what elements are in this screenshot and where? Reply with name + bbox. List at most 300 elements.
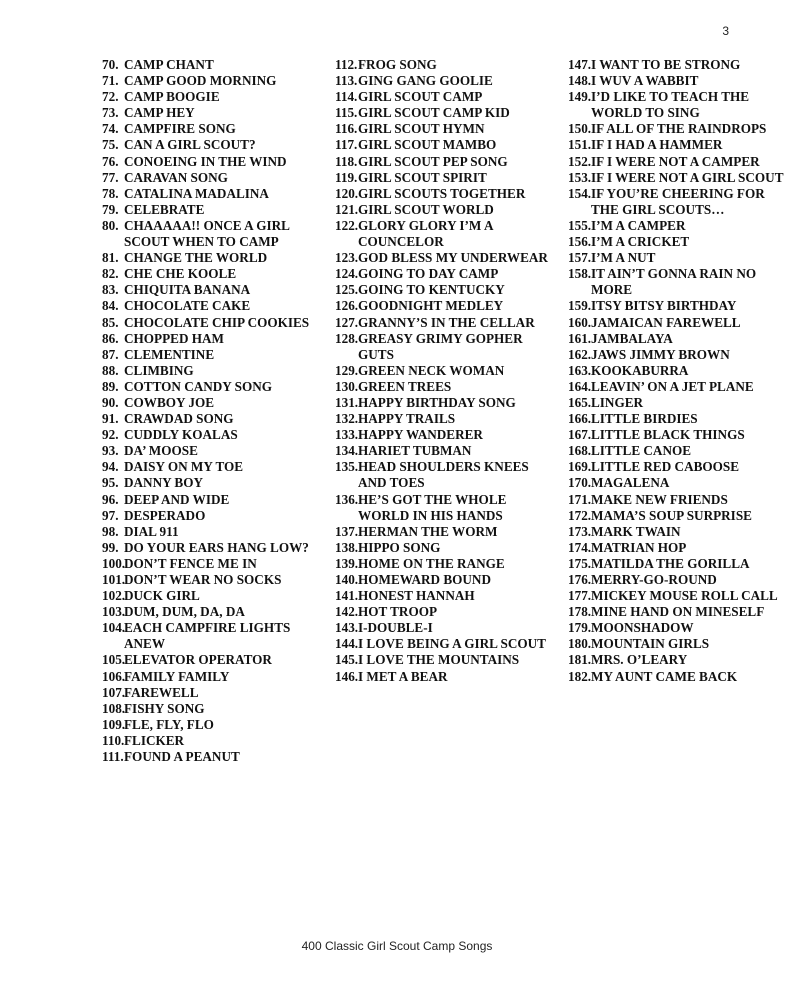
- song-title: LITTLE BLACK THINGS: [591, 427, 745, 443]
- song-title: CHAAAAA!! ONCE A GIRL SCOUT WHEN TO CAMP: [124, 217, 290, 250]
- song-number: 175.: [568, 555, 592, 571]
- song-title: DIAL 911: [124, 523, 179, 539]
- song-title: CAN A GIRL SCOUT?: [124, 137, 256, 153]
- song-item: [102, 57, 322, 73]
- song-number: 106.: [102, 668, 126, 684]
- song-item: [335, 669, 555, 685]
- song-item: [102, 395, 322, 411]
- song-number: 156.: [568, 234, 592, 250]
- song-number: 157.: [568, 250, 592, 266]
- song-item: [102, 685, 322, 701]
- song-number: 128.: [335, 330, 359, 346]
- song-item: [102, 298, 322, 314]
- song-title: DEEP AND WIDE: [124, 491, 230, 507]
- song-number: 82.: [102, 266, 119, 282]
- song-item: [335, 89, 555, 105]
- song-title: I’M A CAMPER: [591, 217, 686, 233]
- song-item: [102, 701, 322, 717]
- song-number: 94.: [102, 459, 119, 475]
- song-item: [102, 73, 322, 89]
- song-item: [335, 170, 555, 186]
- song-item: [568, 218, 788, 234]
- song-item: [568, 492, 788, 508]
- song-number: 145.: [335, 652, 359, 668]
- song-number: 70.: [102, 57, 119, 72]
- song-number: 169.: [568, 459, 592, 475]
- song-number: 74.: [102, 121, 119, 137]
- song-number: 179.: [568, 620, 592, 636]
- song-title: DON’T FENCE ME IN: [124, 555, 257, 571]
- song-item: [102, 315, 322, 331]
- song-title: CAMP CHANT: [124, 57, 214, 72]
- song-item: [102, 604, 322, 620]
- song-item: [335, 57, 555, 73]
- song-title: GIRL SCOUT CAMP KID: [358, 105, 510, 121]
- song-number: 173.: [568, 523, 592, 539]
- song-item: [335, 379, 555, 395]
- song-item: [335, 636, 555, 652]
- song-title: FOUND A PEANUT: [124, 749, 240, 765]
- song-item: [568, 347, 788, 363]
- song-item: [335, 540, 555, 556]
- song-title: CARAVAN SONG: [124, 169, 228, 185]
- song-item: [102, 749, 322, 765]
- song-title: CAMP BOOGIE: [124, 89, 220, 105]
- song-title: GOING TO KENTUCKY: [358, 282, 505, 298]
- song-item: [568, 170, 788, 186]
- song-number: 89.: [102, 378, 119, 394]
- song-item: [102, 588, 322, 604]
- song-item: [335, 620, 555, 636]
- song-item: [568, 443, 788, 459]
- song-number: 76.: [102, 153, 119, 169]
- page-number: 3: [722, 24, 729, 38]
- song-title: GING GANG GOOLIE: [358, 73, 493, 89]
- song-number: 135.: [335, 459, 359, 475]
- song-title: FLICKER: [124, 732, 185, 748]
- song-title: MOUNTAIN GIRLS: [591, 636, 710, 652]
- song-item: [335, 121, 555, 137]
- song-item: [335, 459, 555, 491]
- song-number: 110.: [102, 732, 125, 748]
- song-title: GIRL SCOUT WORLD: [358, 201, 494, 217]
- song-item: [568, 604, 788, 620]
- song-title: HARIET TUBMAN: [358, 443, 472, 459]
- song-number: 73.: [102, 105, 119, 121]
- song-number: 87.: [102, 346, 119, 362]
- song-title: DUCK GIRL: [124, 588, 200, 604]
- song-item: [102, 105, 322, 121]
- song-number: 144.: [335, 636, 359, 652]
- song-item: [102, 540, 322, 556]
- song-item: [335, 73, 555, 89]
- song-title: GIRL SCOUT PEP SONG: [358, 153, 508, 169]
- song-item: [102, 250, 322, 266]
- song-item: [568, 508, 788, 524]
- song-number: 134.: [335, 443, 359, 459]
- song-title: EACH CAMPFIRE LIGHTS ANEW: [124, 620, 291, 652]
- song-title: LITTLE BIRDIES: [591, 411, 698, 427]
- song-title: GOODNIGHT MEDLEY: [358, 298, 504, 314]
- song-item: [102, 492, 322, 508]
- song-number: 90.: [102, 394, 119, 410]
- song-title: CHE CHE KOOLE: [124, 266, 237, 282]
- song-title: HERMAN THE WORM: [358, 523, 498, 539]
- song-item: [335, 363, 555, 379]
- song-title: DESPERADO: [124, 507, 206, 523]
- song-number: 98.: [102, 523, 119, 539]
- song-title: FISHY SONG: [124, 700, 205, 716]
- song-title: MATILDA THE GORILLA: [591, 555, 750, 571]
- song-column-3: [568, 57, 788, 685]
- song-number: 93.: [102, 443, 119, 459]
- song-item: [102, 170, 322, 186]
- song-item: [568, 556, 788, 572]
- song-number: 148.: [568, 73, 592, 89]
- song-number: 107.: [102, 684, 126, 700]
- song-item: [568, 379, 788, 395]
- song-title: FLE, FLY, FLO: [124, 716, 214, 732]
- song-number: 79.: [102, 201, 119, 217]
- song-number: 168.: [568, 443, 592, 459]
- song-item: [335, 588, 555, 604]
- song-number: 126.: [335, 298, 359, 314]
- song-title: HE’S GOT THE WHOLE WORLD IN HIS HANDS: [358, 491, 507, 523]
- song-title: HAPPY WANDERER: [358, 427, 483, 443]
- song-item: [102, 717, 322, 733]
- song-item: [102, 121, 322, 137]
- song-item: [568, 234, 788, 250]
- song-number: 139.: [335, 555, 359, 571]
- song-title: HONEST HANNAH: [358, 588, 475, 604]
- song-number: 133.: [335, 427, 359, 443]
- song-column-2: [335, 57, 555, 685]
- song-title: GREEN NECK WOMAN: [358, 362, 505, 378]
- song-number: 71.: [102, 73, 119, 89]
- song-number: 140.: [335, 572, 359, 587]
- song-title: GIRL SCOUT SPIRIT: [358, 169, 487, 185]
- song-number: 104.: [102, 620, 126, 636]
- song-number: 167.: [568, 427, 592, 443]
- song-title: MERRY-GO-ROUND: [591, 572, 717, 587]
- song-title: IF ALL OF THE RAINDROPS: [591, 121, 767, 137]
- song-title: CHIQUITA BANANA: [124, 282, 251, 298]
- song-number: 151.: [568, 137, 592, 153]
- song-title: HAPPY TRAILS: [358, 411, 456, 427]
- song-number: 92.: [102, 427, 119, 443]
- song-item: [335, 186, 555, 202]
- song-title: I’M A NUT: [591, 250, 656, 266]
- song-item: [335, 137, 555, 153]
- song-title: MAGALENA: [591, 475, 670, 491]
- song-item: [568, 588, 788, 604]
- song-item: [335, 604, 555, 620]
- song-item: [568, 620, 788, 636]
- song-title: GIRL SCOUT HYMN: [358, 121, 485, 137]
- song-title: CONOEING IN THE WIND: [124, 153, 287, 169]
- song-item: [102, 411, 322, 427]
- song-item: [102, 572, 322, 588]
- song-number: 141.: [335, 588, 359, 604]
- song-item: [102, 508, 322, 524]
- song-title: MATRIAN HOP: [591, 539, 687, 555]
- song-item: [568, 73, 788, 89]
- song-title: CATALINA MADALINA: [124, 185, 269, 201]
- song-title: LITTLE CANOE: [591, 443, 692, 459]
- song-item: [102, 427, 322, 443]
- song-title: CLEMENTINE: [124, 346, 215, 362]
- song-item: [568, 395, 788, 411]
- song-title: DAISY ON MY TOE: [124, 459, 244, 475]
- song-item: [335, 652, 555, 668]
- song-number: 130.: [335, 378, 359, 394]
- song-number: 165.: [568, 394, 592, 410]
- song-title: COTTON CANDY SONG: [124, 378, 273, 394]
- song-number: 150.: [568, 121, 592, 137]
- song-item: [568, 524, 788, 540]
- song-item: [335, 250, 555, 266]
- song-title: CAMP GOOD MORNING: [124, 73, 277, 89]
- song-item: [102, 379, 322, 395]
- song-item: [568, 154, 788, 170]
- song-title: I LOVE BEING A GIRL SCOUT: [358, 636, 546, 652]
- song-item: [568, 121, 788, 137]
- song-title: KOOKABURRA: [591, 362, 689, 378]
- song-number: 123.: [335, 250, 359, 266]
- song-number: 127.: [335, 314, 359, 330]
- song-number: 95.: [102, 475, 119, 491]
- song-item: [568, 57, 788, 73]
- song-number: 124.: [335, 266, 359, 282]
- song-title: HIPPO SONG: [358, 539, 441, 555]
- song-title: IF I HAD A HAMMER: [591, 137, 723, 153]
- song-title: CAMPFIRE SONG: [124, 121, 236, 137]
- song-title: LINGER: [591, 394, 644, 410]
- song-title: MY AUNT CAME BACK: [591, 668, 738, 684]
- song-item: [568, 363, 788, 379]
- song-item: [568, 636, 788, 652]
- song-title: GIRL SCOUTS TOGETHER: [358, 185, 526, 201]
- song-item: [568, 475, 788, 491]
- song-number: 86.: [102, 330, 119, 346]
- song-number: 138.: [335, 539, 359, 555]
- song-number: 122.: [335, 217, 359, 233]
- song-item: [568, 250, 788, 266]
- song-title: CHOPPED HAM: [124, 330, 224, 346]
- song-title: IF I WERE NOT A GIRL SCOUT: [591, 169, 784, 185]
- song-title: LITTLE RED CABOOSE: [591, 459, 740, 475]
- song-item: [102, 733, 322, 749]
- song-item: [102, 186, 322, 202]
- song-number: 149.: [568, 89, 592, 105]
- song-item: [335, 524, 555, 540]
- song-number: 143.: [335, 620, 359, 636]
- song-number: 174.: [568, 539, 592, 555]
- song-number: 177.: [568, 588, 592, 604]
- song-number: 78.: [102, 185, 119, 201]
- song-title: ELEVATOR OPERATOR: [124, 652, 272, 668]
- song-number: 85.: [102, 314, 119, 330]
- song-title: CAMP HEY: [124, 105, 195, 121]
- song-title: JAMAICAN FAREWELL: [591, 314, 741, 330]
- song-item: [335, 105, 555, 121]
- song-number: 176.: [568, 572, 592, 587]
- song-number: 155.: [568, 217, 592, 233]
- song-item: [102, 524, 322, 540]
- song-number: 119.: [335, 169, 358, 185]
- song-title: CHOCOLATE CHIP COOKIES: [124, 314, 310, 330]
- song-item: [335, 202, 555, 218]
- song-item: [102, 363, 322, 379]
- song-title: GIRL SCOUT CAMP: [358, 89, 483, 105]
- song-number: 100.: [102, 555, 126, 571]
- song-title: I’D LIKE TO TEACH THE WORLD TO SING: [591, 89, 750, 121]
- song-title: GRANNY’S IN THE CELLAR: [358, 314, 535, 330]
- song-title: I WUV A WABBIT: [591, 73, 699, 89]
- song-number: 83.: [102, 282, 119, 298]
- song-title: CHANGE THE WORLD: [124, 250, 268, 266]
- song-title: FAMILY FAMILY: [124, 668, 230, 684]
- song-number: 178.: [568, 604, 592, 620]
- song-title: MOONSHADOW: [591, 620, 694, 636]
- song-title: FAREWELL: [124, 684, 199, 700]
- song-item: [568, 298, 788, 314]
- song-item: [102, 669, 322, 685]
- song-title: I MET A BEAR: [358, 668, 448, 684]
- song-title: DO YOUR EARS HANG LOW?: [124, 539, 309, 555]
- song-title: I WANT TO BE STRONG: [591, 57, 741, 72]
- song-number: 96.: [102, 491, 119, 507]
- song-item: [568, 137, 788, 153]
- song-number: 91.: [102, 411, 119, 427]
- song-number: 97.: [102, 507, 119, 523]
- song-number: 181.: [568, 652, 592, 668]
- song-number: 180.: [568, 636, 592, 652]
- song-number: 84.: [102, 298, 119, 314]
- song-item: [568, 459, 788, 475]
- song-title: GIRL SCOUT MAMBO: [358, 137, 497, 153]
- song-title: JAMBALAYA: [591, 330, 673, 346]
- song-item: [102, 443, 322, 459]
- song-item: [102, 331, 322, 347]
- song-item: [102, 620, 322, 652]
- song-number: 101.: [102, 572, 126, 587]
- song-number: 182.: [568, 668, 592, 684]
- song-number: 131.: [335, 394, 359, 410]
- song-number: 161.: [568, 330, 592, 346]
- song-item: [102, 89, 322, 105]
- song-number: 81.: [102, 250, 119, 266]
- song-item: [568, 669, 788, 685]
- song-number: 166.: [568, 411, 592, 427]
- song-title: MICKEY MOUSE ROLL CALL: [591, 588, 778, 604]
- song-column-1: [102, 57, 322, 765]
- song-number: 115.: [335, 105, 358, 121]
- song-item: [335, 331, 555, 363]
- song-number: 109.: [102, 716, 126, 732]
- song-item: [568, 315, 788, 331]
- song-item: [335, 572, 555, 588]
- song-number: 136.: [335, 491, 359, 507]
- song-title: IF YOU’RE CHEERING FOR THE GIRL SCOUTS…: [591, 185, 765, 217]
- song-item: [102, 202, 322, 218]
- song-item: [568, 411, 788, 427]
- song-number: 129.: [335, 362, 359, 378]
- song-number: 172.: [568, 507, 592, 523]
- song-item: [335, 154, 555, 170]
- song-item: [568, 89, 788, 121]
- song-number: 171.: [568, 491, 592, 507]
- song-number: 114.: [335, 89, 358, 105]
- song-title: CRAWDAD SONG: [124, 411, 234, 427]
- song-number: 117.: [335, 137, 358, 153]
- song-item: [335, 556, 555, 572]
- song-title: JAWS JIMMY BROWN: [591, 346, 730, 362]
- song-number: 105.: [102, 652, 126, 668]
- song-item: [568, 427, 788, 443]
- footer-title: 400 Classic Girl Scout Camp Songs: [301, 939, 493, 953]
- song-item: [335, 218, 555, 250]
- song-number: 111.: [102, 749, 124, 765]
- song-item: [335, 492, 555, 524]
- song-title: LEAVIN’ ON A JET PLANE: [591, 378, 754, 394]
- song-title: MAMA’S SOUP SURPRISE: [591, 507, 752, 523]
- song-number: 158.: [568, 266, 592, 282]
- song-item: [102, 218, 322, 250]
- song-number: 80.: [102, 217, 119, 233]
- song-title: MAKE NEW FRIENDS: [591, 491, 728, 507]
- song-title: ITSY BITSY BIRTHDAY: [591, 298, 737, 314]
- song-item: [335, 282, 555, 298]
- song-title: DON’T WEAR NO SOCKS: [124, 572, 282, 587]
- song-number: 170.: [568, 475, 592, 491]
- song-item: [102, 556, 322, 572]
- song-title: DA’ MOOSE: [124, 443, 198, 459]
- song-number: 113.: [335, 73, 358, 89]
- song-number: 125.: [335, 282, 359, 298]
- song-item: [102, 282, 322, 298]
- song-item: [102, 652, 322, 668]
- song-title: HEAD SHOULDERS KNEES AND TOES: [358, 459, 529, 491]
- song-title: I-DOUBLE-I: [358, 620, 433, 636]
- song-title: I’M A CRICKET: [591, 234, 690, 250]
- song-number: 112.: [335, 57, 358, 72]
- song-title: MINE HAND ON MINESELF: [591, 604, 765, 620]
- song-item: [335, 266, 555, 282]
- song-title: MARK TWAIN: [591, 523, 681, 539]
- song-item: [335, 427, 555, 443]
- song-number: 102.: [102, 588, 126, 604]
- song-title: DANNY BOY: [124, 475, 204, 491]
- song-number: 116.: [335, 121, 358, 137]
- song-item: [568, 540, 788, 556]
- song-number: 132.: [335, 411, 359, 427]
- song-number: 152.: [568, 153, 592, 169]
- song-number: 137.: [335, 523, 359, 539]
- song-title: IT AIN’T GONNA RAIN NO MORE: [591, 266, 757, 298]
- song-item: [102, 266, 322, 282]
- song-number: 154.: [568, 185, 592, 201]
- song-title: CLIMBING: [124, 362, 194, 378]
- song-item: [102, 459, 322, 475]
- song-title: DUM, DUM, DA, DA: [124, 604, 245, 620]
- song-number: 159.: [568, 298, 592, 314]
- song-title: HAPPY BIRTHDAY SONG: [358, 394, 516, 410]
- song-title: GREEN TREES: [358, 378, 452, 394]
- song-number: 77.: [102, 169, 119, 185]
- song-title: FROG SONG: [358, 57, 437, 72]
- song-item: [568, 186, 788, 218]
